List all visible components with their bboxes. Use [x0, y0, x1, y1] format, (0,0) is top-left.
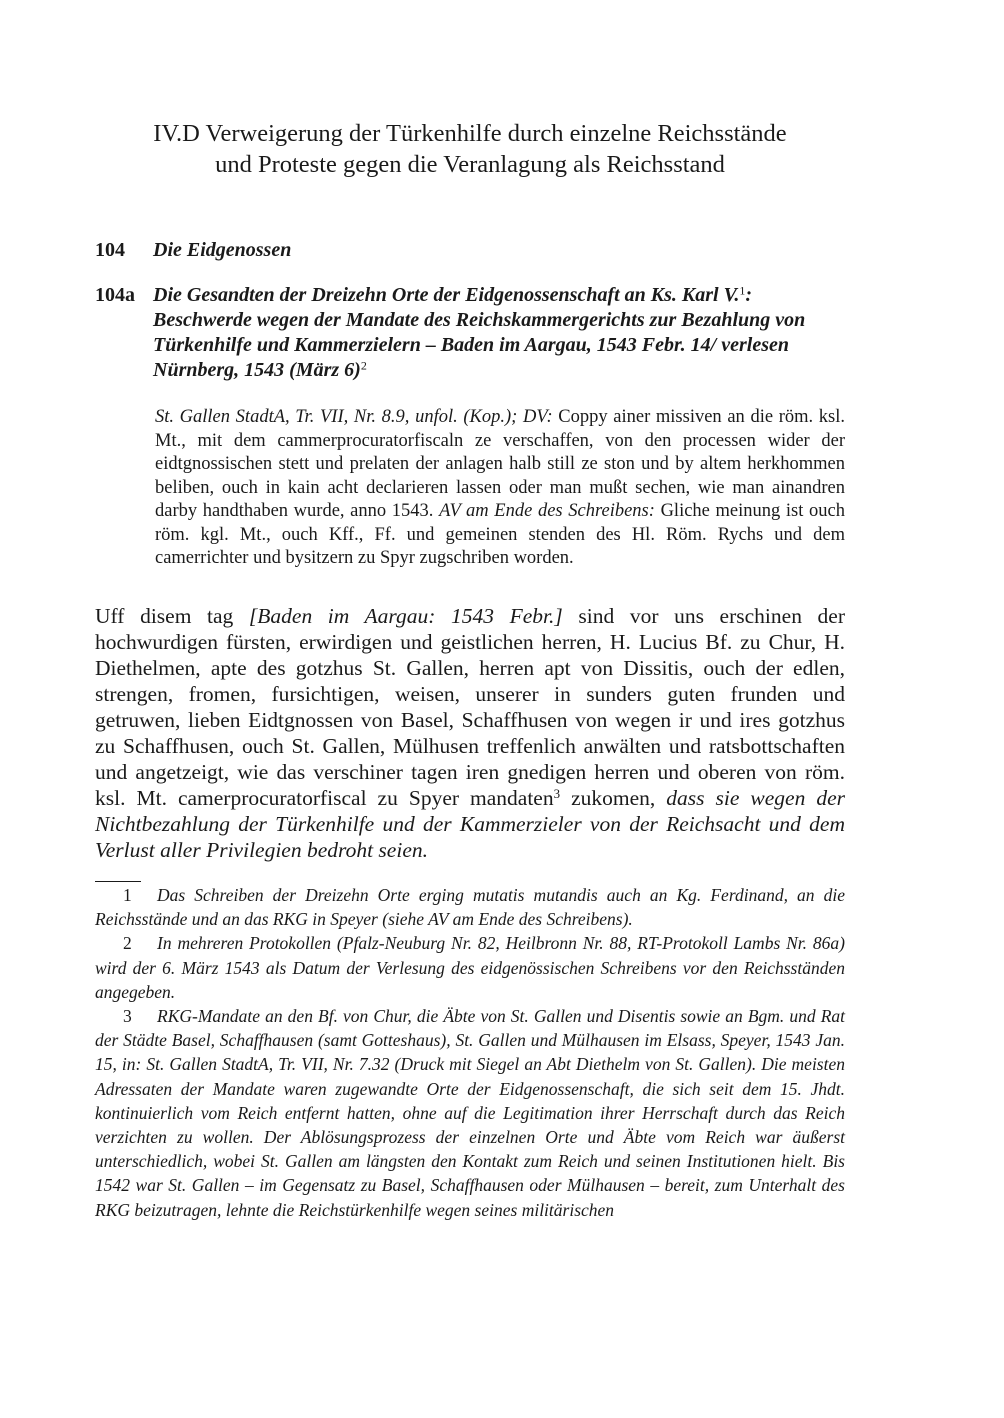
footnote-2 — [95, 931, 845, 1004]
text-part-2: sind vor uns erschinen der hochwurdigen fürsten, erwirdigen und geistlichen herren, H. Lucius Bf. zu Chur, H. Diethelmen, apte des gotzhus St. Gallen, herren apt von Dissitis, ouch der edlen, strengen, fromen, fursichtigen, weisen, unserer in sunders guten frunden und getruwen, lieben Eidtgnossen von Basel, Schaffhusen von wegen ir und ires gotzhus zu Schaffhusen, ouch St. Gallen, Mülhusen treffenlich anwälten und ratsbottschaften und angetzeigt, wie das verschiner tagen iren gnedigen herren und oberen von röm. ksl. Mt. camerprocuratorfiscal zu Spyer mandaten — [95, 604, 845, 810]
av-note: Gliche meinung ist ouch röm. kgl. Mt., ouch Kff., Ff. und gemeinen stenden des Hl. Röm. Rychs und dem camerrichter und bysitzern zu Spyr zugschriben worden. — [155, 501, 845, 568]
editorial-insertion: [Baden im Aargau: 1543 Febr.] — [248, 604, 563, 628]
section-number: 104 — [95, 239, 125, 261]
part-title-line-1: IV.D Verweigerung der Türkenhilfe durch einzelne Reichsstände — [153, 120, 787, 147]
source-note — [155, 406, 845, 571]
footnote-ref-3[interactable]: 3 — [553, 786, 561, 801]
section-heading-104a — [95, 283, 845, 383]
part-title — [95, 118, 845, 180]
main-text — [95, 603, 845, 863]
section-heading-104 — [95, 238, 845, 263]
footnotes — [95, 883, 845, 1222]
section-number: 104a — [95, 284, 135, 306]
footnote-number: 1 — [123, 885, 132, 905]
editorial-summary: dass sie wegen der Nichtbezahlung der Türkenhilfe und der Kammerzieler von der Reichsacht und dem Verlust aller Privilegien bedroht seien. — [95, 786, 845, 862]
section-title — [153, 283, 845, 383]
dorsal-note: Coppy ainer missiven an die röm. ksl. Mt., mit dem cammerprocuratorfiscaln ze verschaffen, von den processen wider der eidtgnossischen stett und prelaten der anlagen halb still ze ston und by altem herkhommen beliben, ouch in kain acht declarieren lassen oder man mußt sechen, wie man ainandren darby handthaben wurde, anno 1543. — [155, 407, 845, 521]
footnote-text: In mehreren Protokollen (Pfalz-Neuburg Nr. 82, Heilbronn Nr. 88, RT-Protokoll Lambs Nr. 86a) wird der 6. März 1543 als Datum der Verlesung des eidgenössischen Schreibens vor den Reichsständen angegeben. — [95, 933, 845, 1002]
footnote-3 — [95, 1004, 845, 1222]
section-title: Die Eidgenossen — [153, 239, 292, 261]
footnote-number: 2 — [123, 933, 132, 954]
footnote-1 — [95, 883, 845, 931]
footnote-ref-1[interactable]: 1 — [739, 283, 746, 298]
footnote-ref-2[interactable]: 2 — [360, 358, 367, 373]
footnote-text: RKG-Mandate an den Bf. von Chur, die Äbte von St. Gallen und Disentis sowie an Bgm. und Rat der Städte Basel, Schaffhausen (samt Gotteshaus), St. Gallen und Mülhausen im Elsass, Speyer, 1543 Jan. 15, in: St. Gallen StadtA, Tr. VII, Nr. 7.32 (Druck mit Siegel an Abt Diethelm von St. Gallen). Die meisten Adressaten der Mandate waren zugewandte Orte der Eidgenossenschaft, die sich seit dem 15. Jhdt. kontinuierlich vom Reich entfernt hatten, ohne auf die Legitimation ihrer Herrschaft durch das Reich verzichten zu wollen. Der Ablösungsprozess der einzelnen Orte und Äbte vom Reich war äußerst unterschiedlich, wobei St. Gallen am längsten den Kontakt zum Reich und seinen Institutionen hielt. Bis 1542 war St. Gallen – im Gegensatz zu Basel, Schaffhausen oder Mülhausen – bereit, zum Unterhalt des RKG beizutragen, lehnte die Reichstürkenhilfe wegen seines militärischen — [95, 1006, 845, 1220]
av-label: AV am Ende des Schreibens: — [439, 501, 655, 521]
archive-reference: St. Gallen StadtA, Tr. VII, Nr. 8.9, unfol. (Kop.); DV: — [155, 407, 553, 427]
text-part-3: zukomen, — [560, 786, 667, 810]
footnote-divider — [95, 881, 141, 882]
part-title-line-2: und Proteste gegen die Veranlagung als Reichsstand — [215, 151, 725, 178]
title-part-1: Die Gesandten der Dreizehn Orte der Eidgenossenschaft an Ks. Karl V. — [153, 284, 740, 306]
text-part-1: Uff disem tag — [95, 604, 249, 628]
footnote-text: Das Schreiben der Dreizehn Orte erging mutatis mutandis auch an Kg. Ferdinand, an die Reichsstände und an das RKG in Speyer (siehe AV am Ende des Schreibens). — [95, 885, 845, 930]
title-part-2: : Beschwerde wegen der Mandate des Reichskammergerichts zur Bezahlung von Türkenhilfe und Kammerzielern – Baden im Aargau, 1543 Febr. 14/ verlesen Nürnberg, 1543 (März 6) — [153, 284, 806, 381]
footnote-number: 3 — [123, 1006, 132, 1027]
